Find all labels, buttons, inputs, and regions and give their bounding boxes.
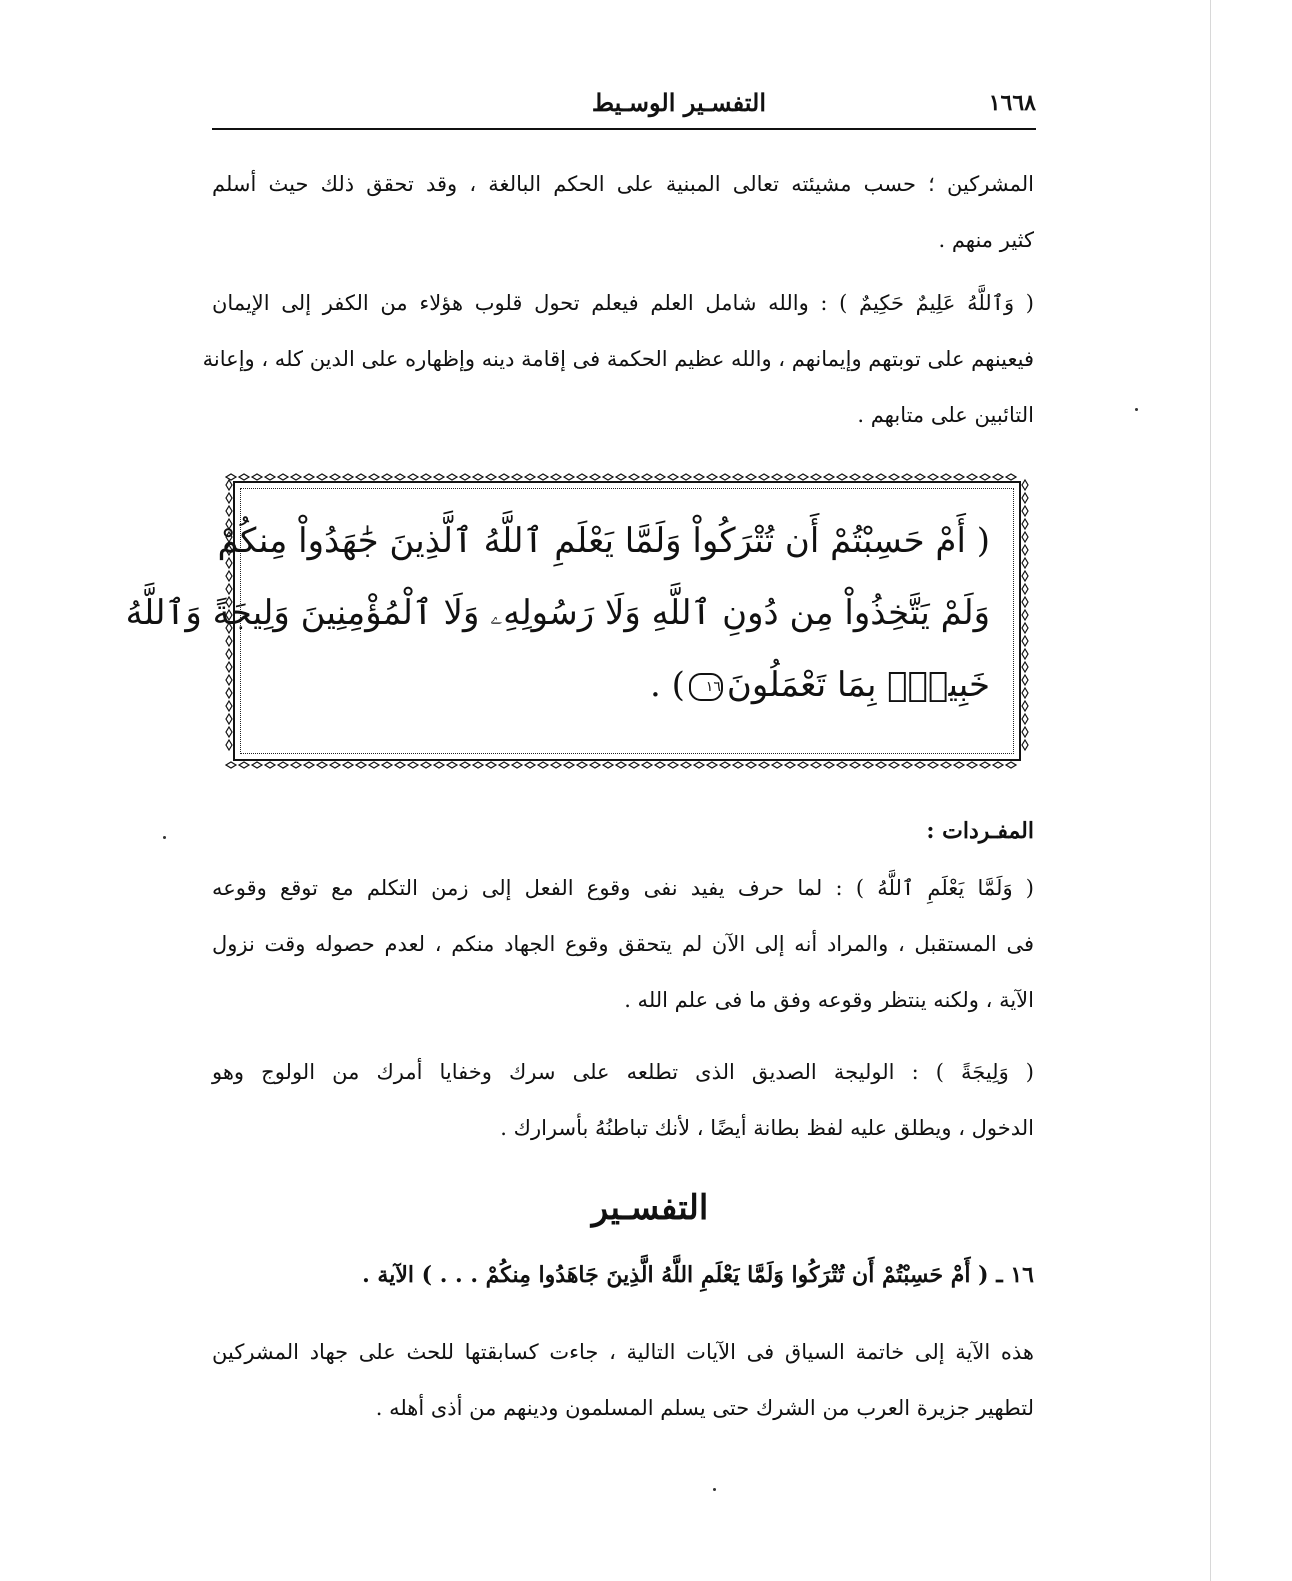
border-diamond [382, 762, 392, 768]
border-diamond [265, 762, 275, 768]
border-diamond [1006, 474, 1016, 480]
border-diamond [291, 762, 301, 768]
border-diamond [863, 762, 873, 768]
border-diamond [551, 762, 561, 768]
page-number: ١٦٦٨ [988, 90, 1036, 116]
border-diamond [655, 474, 665, 480]
border-diamond [798, 762, 808, 768]
border-diamond [226, 474, 236, 480]
border-diamond [1022, 532, 1028, 542]
border-diamond [876, 474, 886, 480]
verse-line-text: خَبِيرٌۢ بِمَا تَعْمَلُونَ [726, 665, 990, 705]
page-header [214, 84, 1036, 128]
text-line: ( وَلَمَّا يَعْلَمِ ٱللَّهُ ) : لما حرف يفيد نفى وقوع الفعل إلى زمن التكلم مع توقع وقوعه [212, 876, 1035, 900]
border-diamond [395, 474, 405, 480]
border-diamond [447, 762, 457, 768]
border-diamond [746, 762, 756, 768]
border-diamond [486, 474, 496, 480]
paragraph-continuation [212, 156, 1034, 268]
text-line: كثير منهم . [938, 228, 1034, 252]
verse-closing: ) . [649, 665, 685, 705]
paragraph-allah-knowing-wise [202, 275, 1034, 443]
border-diamond [1022, 519, 1028, 529]
border-diamond [551, 474, 561, 480]
border-diamond [603, 762, 613, 768]
border-diamond [252, 474, 262, 480]
text-line: ( وَٱللَّهُ عَلِيمٌ حَكِيمٌ ) : والله شامل العلم فيعلم تحول قلوب هؤلاء من الكفر إلى الإيمان [212, 291, 1034, 315]
border-diamond [226, 649, 232, 659]
border-diamond [330, 474, 340, 480]
border-diamond [226, 727, 232, 737]
verse-line: وَلَمْ يَتَّخِذُواْ مِن دُونِ ٱللَّهِ وَلَا رَسُولِهِۦ وَلَا ٱلْمُؤْمِنِينَ وَلِيجَةً وَٱللَّهُ [125, 593, 990, 633]
border-diamond [291, 474, 301, 480]
border-diamond [408, 762, 418, 768]
border-diamond [278, 762, 288, 768]
border-diamond [928, 762, 938, 768]
border-diamond [772, 474, 782, 480]
border-diamond [668, 762, 678, 768]
border-diamond [421, 762, 431, 768]
border-diamond [993, 762, 1003, 768]
border-diamond [993, 474, 1003, 480]
border-diamond [759, 474, 769, 480]
border-diamond [811, 762, 821, 768]
border-diamond [694, 474, 704, 480]
border-diamond [252, 762, 262, 768]
quran-verse [125, 505, 990, 721]
border-diamond [265, 474, 275, 480]
border-diamond [434, 474, 444, 480]
border-diamond [954, 474, 964, 480]
border-diamond [1022, 688, 1028, 698]
border-diamond [733, 762, 743, 768]
border-diamond [226, 714, 232, 724]
border-diamond [239, 762, 249, 768]
border-diamond [811, 474, 821, 480]
border-diamond [330, 762, 340, 768]
border-diamond [915, 762, 925, 768]
border-diamond [473, 762, 483, 768]
border-diamond [1022, 675, 1028, 685]
border-diamond [694, 762, 704, 768]
text-line: المشركين ؛ حسب مشيئته تعالى المبنية على الحكم البالغة ، وقد تحقق ذلك حيث أسلم [212, 172, 1034, 196]
border-diamond [525, 762, 535, 768]
border-diamond [746, 474, 756, 480]
border-diamond [837, 762, 847, 768]
verse-line-final [262, 649, 990, 721]
vocabulary-entry-walija [212, 1044, 1034, 1156]
border-diamond [577, 762, 587, 768]
border-diamond [798, 474, 808, 480]
border-diamond [421, 474, 431, 480]
border-diamond [1006, 762, 1016, 768]
text-line: هذه الآية إلى خاتمة السياق فى الآيات التالية ، جاءت كسابقتها للحث على جهاد المشركين [212, 1340, 1034, 1364]
border-diamond [447, 474, 457, 480]
vocabulary-heading: المفـردات : [926, 818, 1034, 844]
border-diamond [1022, 662, 1028, 672]
border-diamond [460, 474, 470, 480]
border-diamond [954, 762, 964, 768]
border-diamond [707, 474, 717, 480]
border-diamond [1022, 636, 1028, 646]
border-diamond [759, 762, 769, 768]
border-diamond [239, 474, 249, 480]
border-diamond [512, 762, 522, 768]
border-diamond [1022, 623, 1028, 633]
border-diamond [915, 474, 925, 480]
border-diamond [655, 762, 665, 768]
border-diamond [408, 474, 418, 480]
text-line: فى المستقبل ، والمراد أنه إلى الآن لم يتحقق وقوع الجهاد منكم ، لعدم حصوله وقت نزول [212, 932, 1034, 956]
border-diamond [317, 762, 327, 768]
border-diamond [226, 662, 232, 672]
border-diamond [538, 474, 548, 480]
border-diamond [1022, 506, 1028, 516]
border-diamond [1022, 558, 1028, 568]
border-diamond [629, 474, 639, 480]
border-diamond [564, 474, 574, 480]
border-diamond [1022, 740, 1028, 750]
border-diamond [967, 762, 977, 768]
border-diamond [603, 474, 613, 480]
border-diamond [941, 474, 951, 480]
border-diamond [967, 474, 977, 480]
border-diamond [824, 762, 834, 768]
verse-reference: ١٦ ـ ( أَمْ حَسِبْتُمْ أَن تُتْرَكُوا وَلَمَّا يَعْلَمِ اللَّهُ الَّذِينَ جَاهَدُوا مِنكُمْ . . . ) الآية . [362, 1262, 1034, 1288]
border-diamond [369, 474, 379, 480]
border-diamond [278, 474, 288, 480]
border-diamond [382, 474, 392, 480]
border-diamond [629, 762, 639, 768]
paragraph-tafsir [212, 1324, 1034, 1436]
border-diamond [304, 474, 314, 480]
border-diamond [226, 493, 232, 503]
border-diamond [473, 474, 483, 480]
text-line: لتطهير جزيرة العرب من الشرك حتى يسلم المسلمون ودينهم من أذى أهله . [375, 1396, 1034, 1420]
border-diamond [681, 474, 691, 480]
scan-speck [1135, 408, 1138, 411]
border-diamond [343, 762, 353, 768]
border-diamond [590, 474, 600, 480]
border-diamond [889, 762, 899, 768]
border-diamond [499, 762, 509, 768]
border-diamond [577, 474, 587, 480]
border-diamond [902, 762, 912, 768]
running-title: التفسـير الوسـيط [591, 88, 766, 117]
tafsir-heading: التفسـير [591, 1188, 709, 1228]
border-diamond [941, 762, 951, 768]
border-diamond [707, 762, 717, 768]
border-diamond [226, 480, 232, 490]
text-line: الآية ، ولكنه ينتظر وقوعه وفق ما فى علم الله . [624, 988, 1034, 1012]
border-diamond [837, 474, 847, 480]
border-diamond [317, 474, 327, 480]
border-diamond [1022, 480, 1028, 490]
border-diamond [1022, 727, 1028, 737]
scan-speck [713, 1488, 716, 1491]
scan-speck [163, 836, 166, 839]
border-diamond [902, 474, 912, 480]
border-diamond [395, 762, 405, 768]
border-diamond [668, 474, 678, 480]
border-diamond [304, 762, 314, 768]
border-diamond [980, 762, 990, 768]
border-diamond [1022, 649, 1028, 659]
border-diamond [226, 701, 232, 711]
border-diamond [226, 675, 232, 685]
border-diamond [928, 474, 938, 480]
border-diamond [876, 762, 886, 768]
border-diamond [590, 762, 600, 768]
border-diamond [642, 762, 652, 768]
border-diamond [850, 762, 860, 768]
header-rule [212, 128, 1036, 130]
border-diamond [720, 474, 730, 480]
border-diamond [226, 688, 232, 698]
border-diamond [863, 474, 873, 480]
border-diamond [616, 474, 626, 480]
border-diamond [980, 474, 990, 480]
border-diamond [785, 762, 795, 768]
border-diamond [1022, 701, 1028, 711]
border-diamond [369, 762, 379, 768]
border-diamond [564, 762, 574, 768]
border-diamond [538, 762, 548, 768]
border-diamond [499, 474, 509, 480]
border-diamond [785, 474, 795, 480]
border-diamond [720, 762, 730, 768]
text-line: الدخول ، ويطلق عليه لفظ بطانة أيضًا ، لأنك تباطنُهُ بأسرارك . [500, 1116, 1034, 1140]
border-diamond [642, 474, 652, 480]
border-diamond [1022, 597, 1028, 607]
border-diamond [434, 762, 444, 768]
border-diamond [1022, 571, 1028, 581]
border-diamond [226, 740, 232, 750]
border-diamond [733, 474, 743, 480]
border-diamond [343, 474, 353, 480]
border-diamond [1022, 714, 1028, 724]
border-diamond [460, 762, 470, 768]
border-diamond [824, 474, 834, 480]
border-diamond [772, 762, 782, 768]
border-diamond [525, 474, 535, 480]
scan-margin-line [1210, 0, 1211, 1581]
text-line: التائبين على متابهم . [857, 403, 1034, 427]
border-diamond [512, 474, 522, 480]
text-line: فيعينهم على توبتهم وإيمانهم ، والله عظيم الحكمة فى إقامة دينه وإظهاره على الدين كله ، وإعانة [202, 347, 1034, 371]
border-diamond [486, 762, 496, 768]
verse-line: ( أَمْ حَسِبْتُمْ أَن تُتْرَكُواْ وَلَمَّا يَعْلَمِ ٱللَّهُ ٱلَّذِينَ جَٰهَدُواْ مِنكُمْ [217, 521, 990, 561]
border-diamond [850, 474, 860, 480]
border-diamond [889, 474, 899, 480]
border-diamond [1022, 610, 1028, 620]
border-diamond [1022, 493, 1028, 503]
vocabulary-entry-lamma [212, 860, 1034, 1028]
text-line: ( وَلِيجَةً ) : الوليجة الصديق الذى تطلعه على سرك وخفايا أمرك من الولوج وهو [212, 1060, 1034, 1084]
ayah-number-mark: ١٦ [689, 673, 723, 701]
border-diamond [1022, 545, 1028, 555]
border-diamond [681, 762, 691, 768]
border-diamond [226, 762, 236, 768]
border-diamond [356, 762, 366, 768]
border-diamond [1022, 584, 1028, 594]
border-diamond [616, 762, 626, 768]
border-diamond [356, 474, 366, 480]
